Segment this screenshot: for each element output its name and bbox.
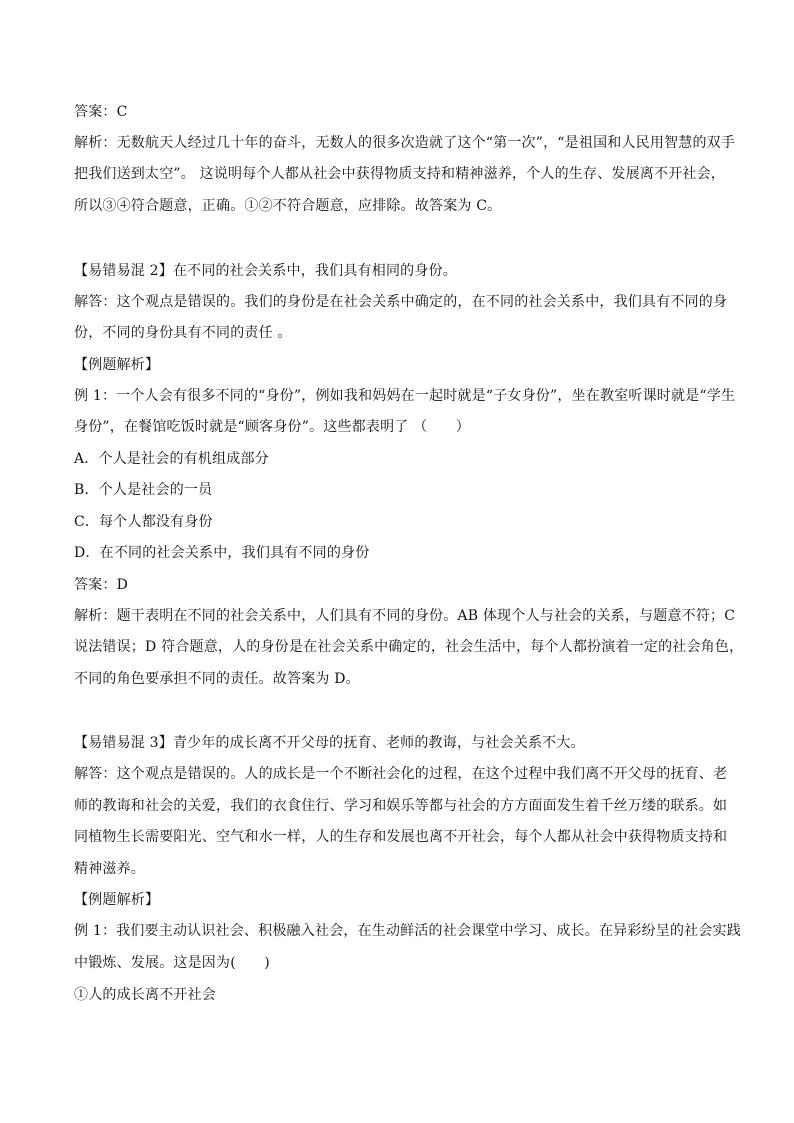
- block3-answer-line-1: 解答：这个观点是错误的。人的成长是一个不断社会化的过程，在这个过程中我们离不开父母的抚育、老: [74, 766, 728, 782]
- block3-answer-line-3: 同植物生长需要阳光、空气和水一样，人的生存和发展也离不开社会，每个人都从社会中获得物质支持和: [74, 829, 728, 845]
- block2-answer: 答案：D: [74, 577, 129, 593]
- block3-question-line-2: 中锻炼、发展。这是因为( ): [74, 955, 270, 971]
- block3-option-1: ①人的成长离不开社会: [74, 987, 216, 1003]
- block2-example-heading: 【例题解析】: [74, 357, 160, 373]
- block2-option-c: C．每个人都没有身份: [74, 514, 213, 530]
- block3-answer-line-4: 精神滋养。: [74, 861, 145, 877]
- block2-answer-line-1: 解答：这个观点是错误的。我们的身份是在社会关系中确定的，在不同的社会关系中，我们具有不同的身: [74, 294, 728, 310]
- block3-answer-line-2: 师的教诲和社会的关爱，我们的衣食住行、学习和娱乐等都与社会的方方面面发生着千丝万缕的联系。如: [74, 798, 728, 814]
- block3-example-heading: 【例题解析】: [74, 892, 160, 908]
- block1-analysis-line-2: 把我们送到太空”。 这说明每个人都从社会中获得物质支持和精神滋养，个人的生存、发展离不开社会，: [74, 166, 726, 182]
- block2-answer-line-2: 份，不同的身份具有不同的责任 。: [74, 325, 292, 341]
- block2-analysis-line-1: 解析：题干表明在不同的社会关系中，人们具有不同的身份。AB 体现个人与社会的关系，与题意不符；C: [74, 608, 736, 624]
- block1-analysis-line-1: 解析：无数航天人经过几十年的奋斗，无数人的很多次造就了这个“第一次”，“是祖国和人民用智慧的双手: [74, 135, 736, 151]
- block2-analysis-line-2: 说法错误；D 符合题意，人的身份是在社会关系中确定的，社会生活中，每个人都扮演着一定的社会角色，: [74, 639, 744, 655]
- block2-option-d: D．在不同的社会关系中，我们具有不同的身份: [74, 545, 370, 561]
- block2-question-line-2: 身份”，在餐馆吃饭时就是“顾客身份”。这些都表明了 （ ）: [74, 419, 470, 435]
- block2-option-a: A．个人是社会的有机组成部分: [74, 451, 269, 467]
- block1-analysis-line-3: 所以③④符合题意，正确。①②不符合题意，应排除。故答案为 C。: [74, 198, 502, 214]
- block2-analysis-line-3: 不同的角色要承担不同的责任。故答案为 D。: [74, 671, 360, 687]
- block1-answer: 答案：C: [74, 104, 128, 120]
- block3-heading: 【易错易混 3】青少年的成长离不开父母的抚育、老师的教诲，与社会关系不大。: [74, 735, 585, 751]
- block2-option-b: B．个人是社会的一员: [74, 482, 213, 498]
- block3-question-line-1: 例 1：我们要主动认识社会、积极融入社会，在生动鲜活的社会课堂中学习、成长。在异彩纷呈的社会实践: [74, 923, 741, 939]
- block2-question-line-1: 例 1：一个人会有很多不同的“身份”，例如我和妈妈在一起时就是“子女身份”，坐在教室听课时就是“学生: [74, 388, 736, 404]
- block2-heading: 【易错易混 2】在不同的社会关系中，我们具有相同的身份。: [74, 263, 457, 279]
